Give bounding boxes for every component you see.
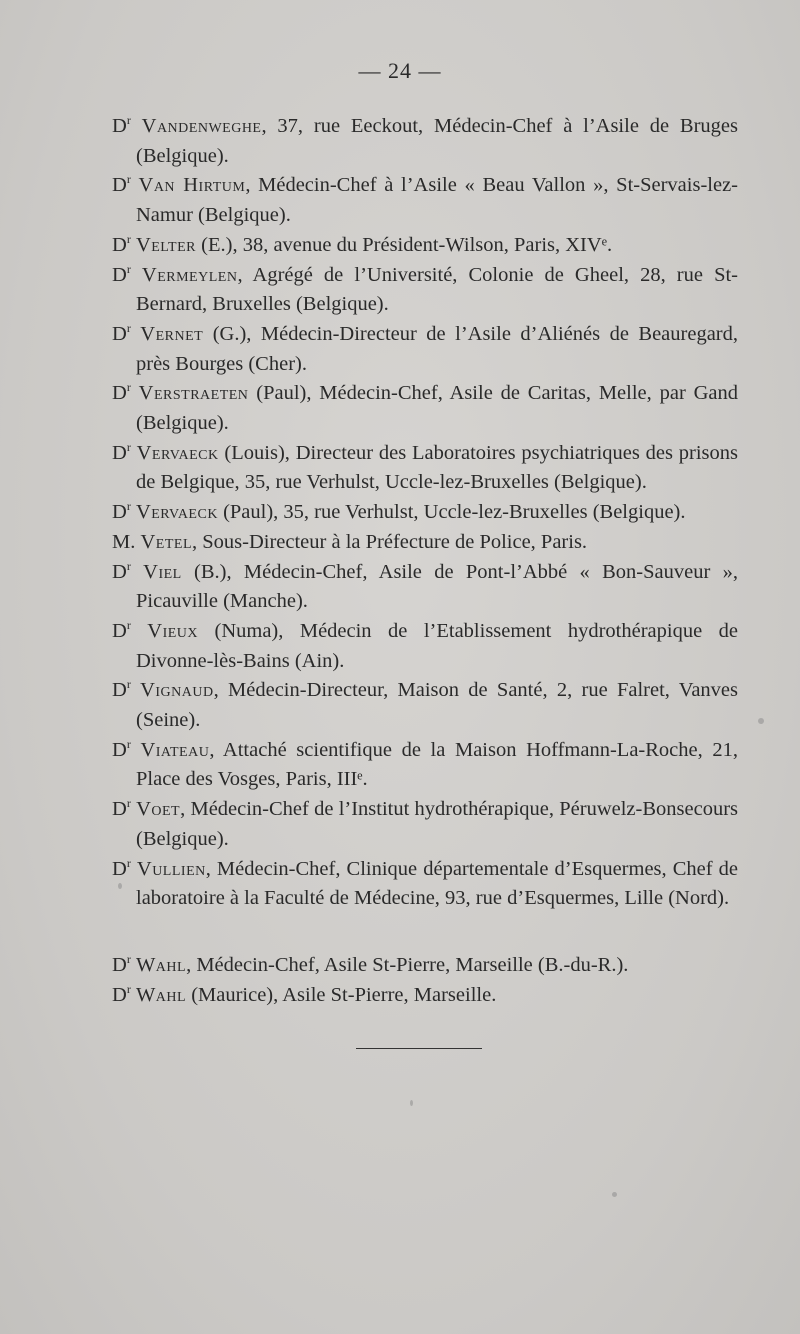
entry-name: Vieux bbox=[147, 619, 199, 642]
entry-name: Vetel bbox=[140, 530, 192, 553]
entry-title: $D^r$ bbox=[112, 499, 131, 524]
list-entry bbox=[112, 379, 738, 438]
end-rule bbox=[356, 1048, 482, 1049]
entry-details: , Médecin-Chef de l’Institut hydrothérapique, Péruwelz-Bonsecours (Belgique). bbox=[136, 798, 739, 850]
list-entry bbox=[112, 498, 738, 528]
entry-title: $D^r$ bbox=[112, 981, 131, 1006]
entry-name: Vullien bbox=[136, 857, 206, 880]
member-list bbox=[112, 112, 738, 1010]
entry-title: $D^r$ bbox=[112, 380, 131, 405]
list-entry bbox=[112, 855, 738, 914]
entry-title: M. bbox=[112, 530, 136, 553]
entry-title: $D^r$ bbox=[112, 231, 131, 256]
entry-details: (Paul), Médecin-Chef, Asile de Caritas, Melle, par Gand (Belgique). bbox=[136, 382, 739, 435]
list-entry bbox=[112, 112, 738, 171]
entry-details: , Sous-Directeur à la Préfecture de Police, Paris. bbox=[192, 530, 588, 553]
entry-title: $D^r$ bbox=[112, 321, 131, 345]
entry-name: Wahl bbox=[135, 983, 187, 1006]
paper-speck bbox=[118, 883, 122, 889]
entry-name: Wahl bbox=[135, 953, 187, 976]
entry-name: Vignaud bbox=[140, 679, 214, 702]
entry-name: Vandenweghe bbox=[141, 115, 262, 137]
entry-details: , Médecin-Chef, Clinique départementale d’Esquermes, Chef de laboratoire à la Faculté de Médecine, 93, rue d’Esquermes, Lille (Nord). bbox=[136, 857, 738, 910]
entry-details: (G.), Médecin-Directeur de l’Asile d’Aliénés de Beauregard, près Bourges (Cher). bbox=[136, 322, 739, 375]
entry-details: (E.), 38, avenue du Président-Wilson, Paris, XIVᵉ. bbox=[196, 233, 613, 256]
entry-details: (B.), Médecin-Chef, Asile de Pont-l’Abbé « Bon-Sauveur », Picauville (Manche). bbox=[136, 560, 738, 613]
entry-details: , Médecin-Chef à l’Asile « Beau Vallon », St-Servais-lez-Namur (Belgique). bbox=[136, 174, 738, 227]
entry-details: (Maurice), Asile St-Pierre, Marseille. bbox=[186, 983, 497, 1006]
entry-details: (Numa), Médecin de l’Etablissement hydrothérapique de Divonne-lès-Bains (Ain). bbox=[136, 619, 738, 672]
entry-name: Voet bbox=[136, 798, 181, 821]
entry-name: Viel bbox=[143, 560, 182, 583]
list-entry bbox=[112, 795, 738, 854]
entry-title: $D^r$ bbox=[112, 855, 131, 880]
entry-name: Velter bbox=[135, 233, 197, 256]
list-entry bbox=[112, 231, 738, 261]
paper-speck bbox=[410, 1100, 413, 1106]
entry-name: Viateau bbox=[140, 738, 210, 761]
entry-title: $D^r$ bbox=[112, 558, 131, 583]
entry-title: $D^r$ bbox=[112, 439, 131, 464]
list-entry bbox=[112, 261, 738, 320]
entry-title: $D^r$ bbox=[112, 172, 131, 197]
entry-details: (Louis), Directeur des Laboratoires psychiatriques des prisons de Belgique, 35, rue Verhulst, Uccle-lez-Bruxelles (Belgique). bbox=[136, 441, 739, 494]
list-entry bbox=[112, 528, 738, 558]
entry-name: Vermeylen bbox=[141, 263, 238, 286]
entry-details: , Attaché scientifique de la Maison Hoffmann-La-Roche, 21, Place des Vosges, Paris, IIIᵉ. bbox=[136, 738, 739, 791]
list-entry bbox=[112, 439, 738, 498]
entry-details: , Médecin-Directeur, Maison de Santé, 2, rue Falret, Vanves (Seine). bbox=[136, 679, 738, 732]
entry-details: , Médecin-Chef, Asile St-Pierre, Marseille (B.-du-R.). bbox=[186, 953, 629, 976]
entry-details: , 37, rue Eeckout, Médecin-Chef à l’Asile de Bruges (Belgique). bbox=[136, 115, 738, 167]
entry-title: $D^r$ bbox=[112, 618, 131, 642]
page-number: — 24 — bbox=[358, 58, 442, 83]
list-entry bbox=[112, 320, 738, 379]
paper-speck bbox=[758, 718, 764, 724]
list-entry bbox=[112, 558, 738, 617]
entry-title: $D^r$ bbox=[112, 113, 131, 137]
entry-details: , Agrégé de l’Université, Colonie de Gheel, 28, rue St-Bernard, Bruxelles (Belgique). bbox=[136, 263, 738, 316]
entry-name: Vervaeck bbox=[135, 501, 218, 524]
list-entry bbox=[112, 736, 738, 795]
list-entry bbox=[112, 951, 738, 981]
list-entry bbox=[112, 171, 738, 230]
entry-title: $D^r$ bbox=[112, 952, 131, 976]
entry-title: $D^r$ bbox=[112, 796, 131, 821]
entry-details: (Paul), 35, rue Verhulst, Uccle-lez-Bruxelles (Belgique). bbox=[217, 501, 686, 524]
entry-name: Vervaeck bbox=[136, 441, 219, 464]
entry-name: Vernet bbox=[140, 322, 204, 345]
entry-name: Verstraeten bbox=[138, 382, 249, 405]
list-entry bbox=[112, 676, 738, 735]
paper-speck bbox=[612, 1192, 617, 1197]
list-entry bbox=[112, 617, 738, 676]
entry-title: $D^r$ bbox=[112, 736, 131, 761]
entry-title: $D^r$ bbox=[112, 261, 131, 286]
list-entry bbox=[112, 981, 738, 1011]
entry-title: $D^r$ bbox=[112, 677, 131, 702]
entry-name: Van Hirtum bbox=[138, 174, 246, 197]
